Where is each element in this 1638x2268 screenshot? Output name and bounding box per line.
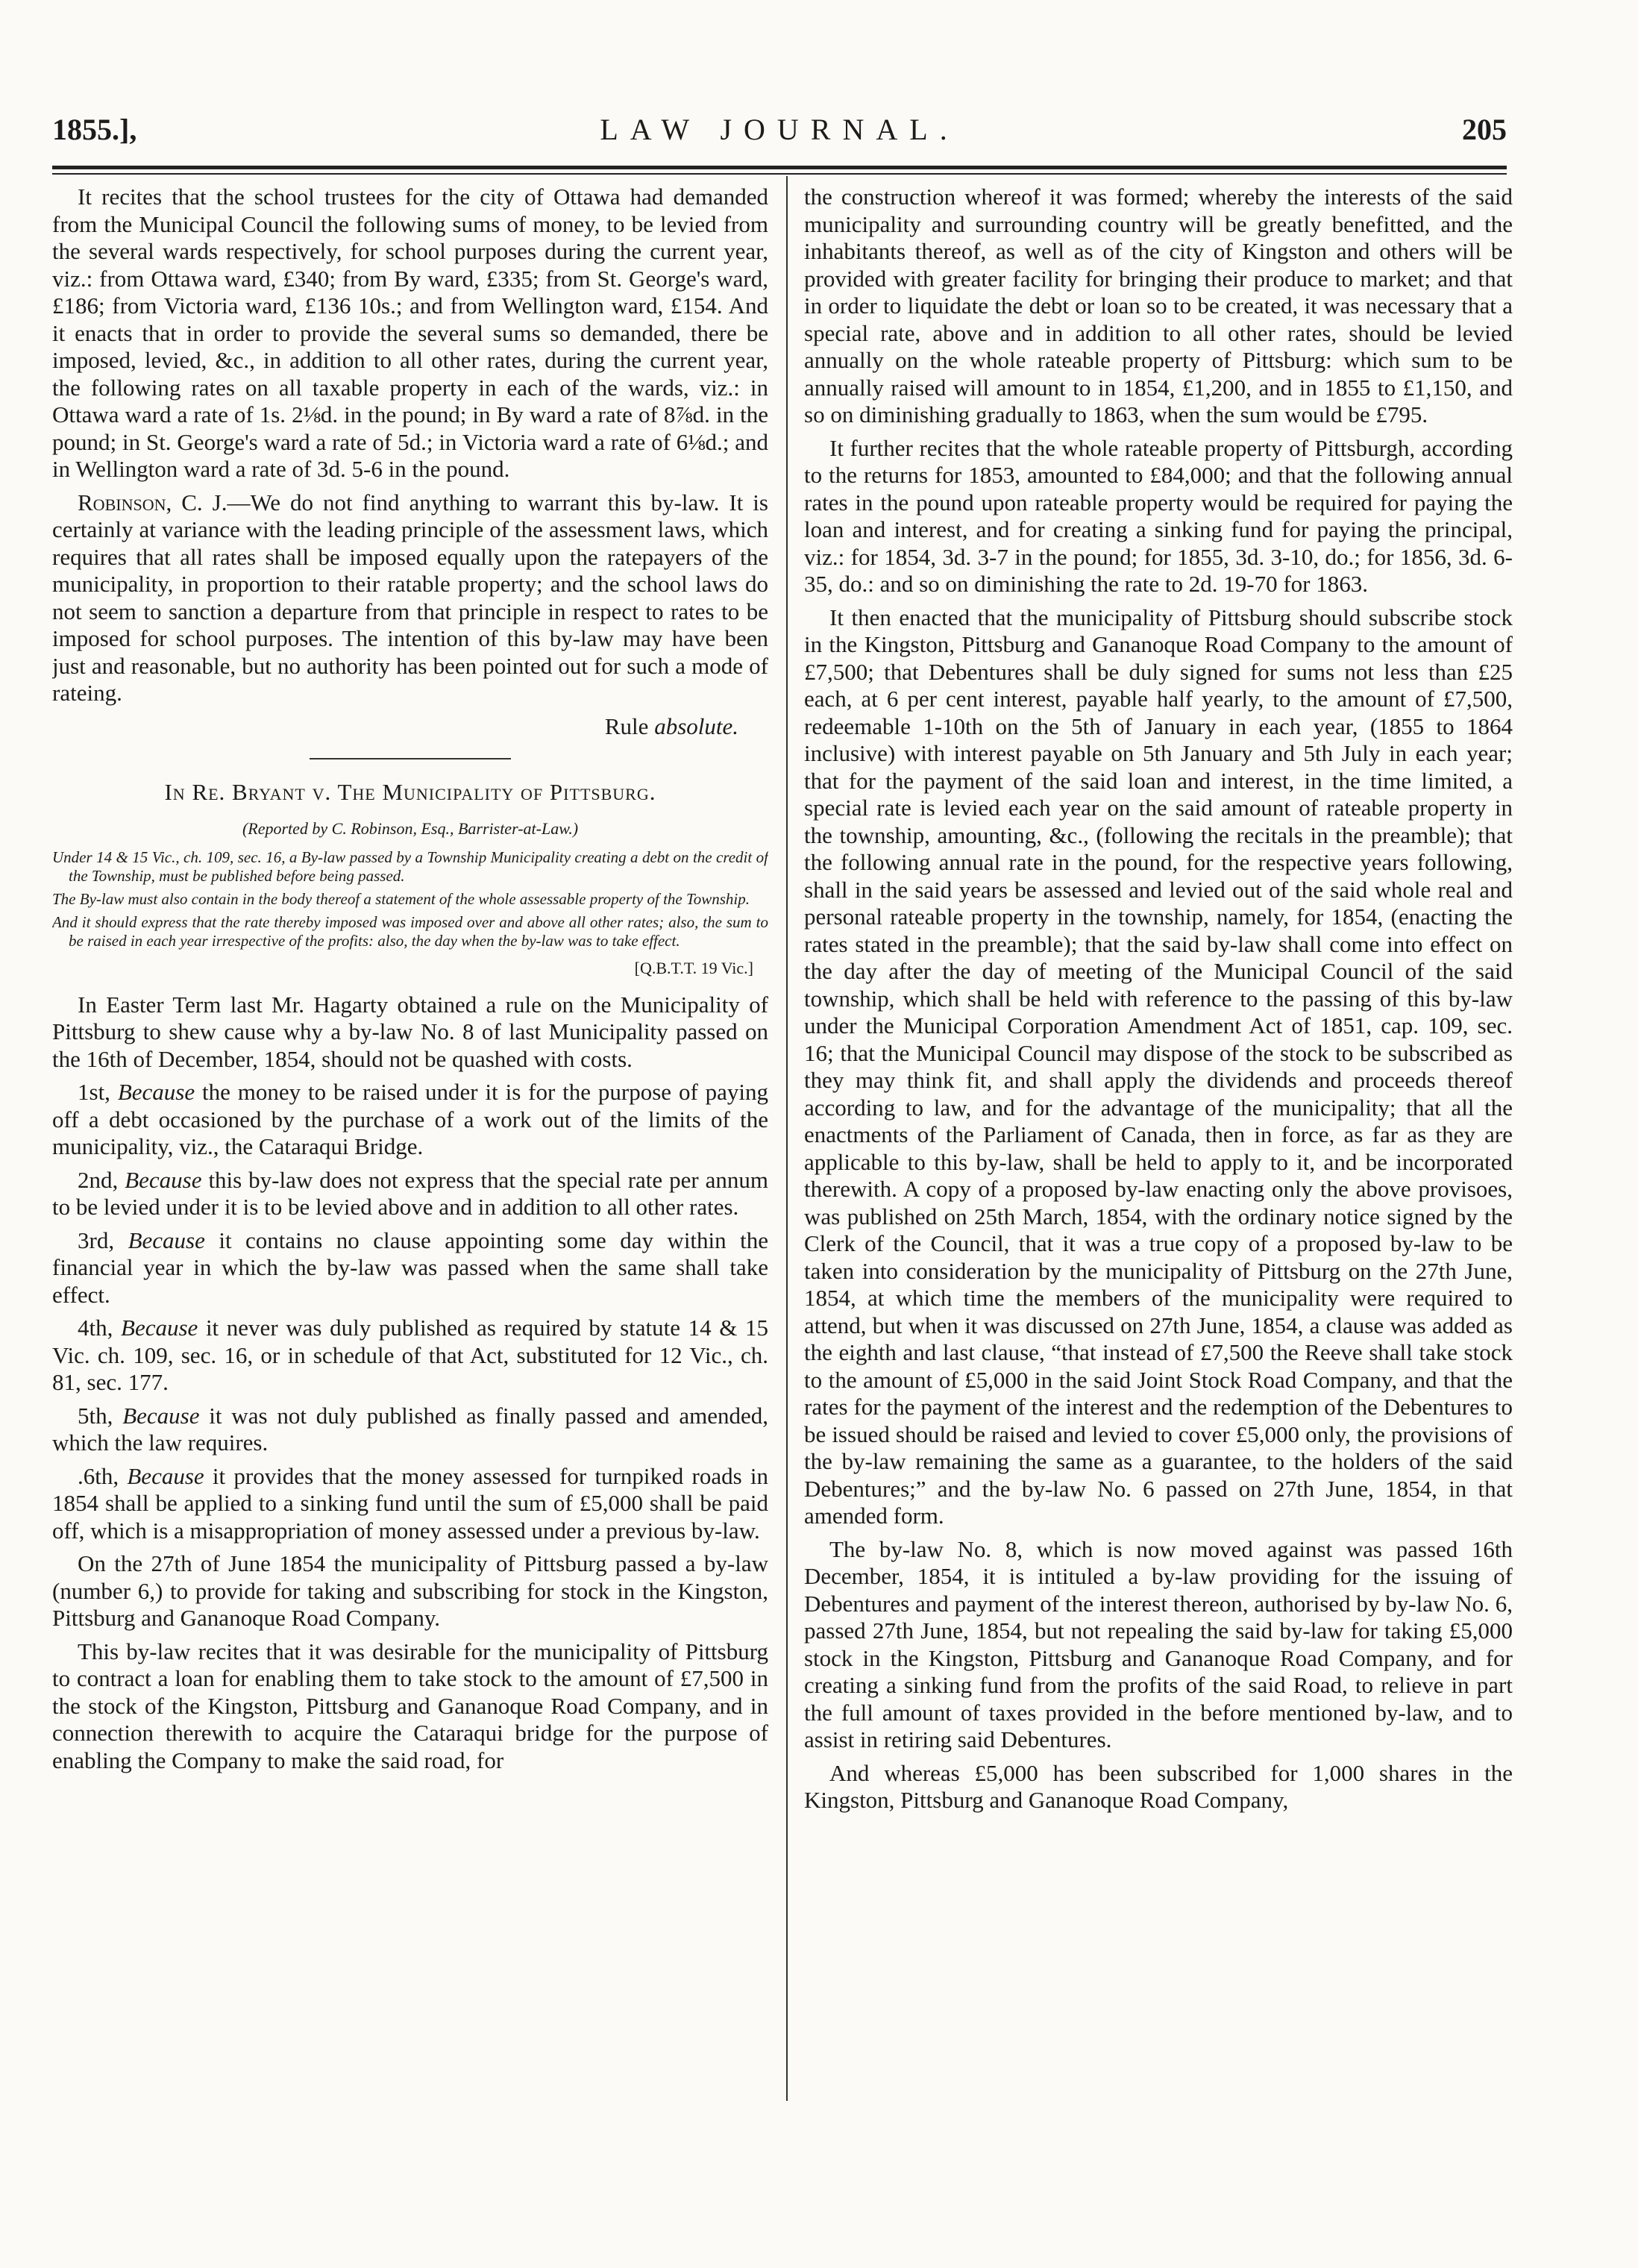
rule-word: absolute.	[654, 712, 738, 739]
paragraph-bylaw-8: The by-law No. 8, which is now moved against was passed 16th December, 1854, it is intituled a by-law providing for the issuing of Debentures and payment of the interest thereon, authorised by by-law No. 6, passed 27th June, 1854, but not repealing the said by-law for taking £5,000 stock in the Kingston, Pittsburg and Gananoque Road Company, and for creating a sinking fund from the profits of the said Road, to relieve in part the full amount of taxes provided in the before mentioned by-law, and to assist in retiring said Debentures.	[804, 1535, 1513, 1752]
running-header	[52, 112, 1507, 160]
rule-prefix: Rule	[604, 712, 649, 739]
ground-5-because: Because	[122, 1402, 200, 1429]
header-rule-thick	[52, 166, 1507, 169]
paragraph-judgment	[52, 489, 768, 707]
header-title: LAW JOURNAL.	[600, 113, 959, 146]
ground-2-because: Because	[125, 1166, 202, 1193]
case-title: In Re. Bryant v. The Municipality of Pittsburg.	[164, 779, 656, 805]
ground-6-text: it provides that the money assessed for turnpiked roads in 1854 shall be applied to a sinking fund until the sum of £5,000 shall be paid off, which is a misappropriation of money assessed under a previous by-law.	[52, 1462, 768, 1544]
citation: [Q.B.T.T. 19 Vic.]	[634, 959, 753, 977]
ground-3-because: Because	[128, 1227, 205, 1253]
judgment-text: —We do not find anything to warrant this by-law. It is certainly at variance with the leading principle of the assessment laws, which requires that all rates shall be imposed equally upon the ratepayers of the municipality, in proportion to their ratable property; and the school laws do not seem to sanction a departure from that principle in respect to rates to be imposed for school purposes. The intention of this by-law may have been just and reasonable, but no authority has been pointed out for such a mode of rateing.	[52, 489, 768, 706]
right-column	[804, 184, 1513, 2101]
page-number: 205	[1462, 113, 1507, 146]
ground-4	[52, 1315, 768, 1397]
reporter-line: (Reported by C. Robinson, Esq., Barrister-at-Law.)	[242, 818, 579, 838]
ground-4-text: it never was duly published as required by statute 14 & 15 Vic. ch. 109, sec. 16, or in schedule of that Act, substituted for 12 Vic., ch. 81, sec. 177.	[52, 1315, 768, 1395]
left-column	[52, 184, 768, 2101]
column-divider	[786, 176, 788, 2101]
ground-6-number: .6th,	[78, 1462, 119, 1489]
paragraph-continuation: the construction whereof it was formed; whereby the interests of the said municipality and surrounding country will be greatly benefitted, and the inhabitants thereof, as well as of the city of Kingston and others will be provided with greater facility for bringing their produce to market; and that in order to liquidate the debt or loan so to be created, it was necessary that a special rate, above and in addition to all other rates, should be levied annually on the whole rateable property of Pittsburg: which sum to be annually raised will amount to in 1854, £1,200, and in 1855 to £1,150, and so on diminishing gradually to 1863, when the sum would be £795.	[804, 184, 1513, 427]
paragraph-bylaw-6: On the 27th of June 1854 the municipality of Pittsburg passed a by-law (number 6,) to provide for taking and subscribing for stock in the Kingston, Pittsburg and Gananoque Road Company.	[52, 1550, 768, 1631]
headnote-3: And it should express that the rate thereby imposed was imposed over and above all other rates; also, the sum to be raised in each year irrespective of the profits: also, the day when the by-law was to take effect.	[52, 913, 768, 950]
ground-4-because: Because	[121, 1315, 198, 1341]
ground-1	[52, 1079, 768, 1161]
ground-1-because: Because	[117, 1079, 195, 1105]
ground-1-text: the money to be raised under it is for the purpose of paying off a debt occasioned by the purchase of a work out of the limits of the municipality, viz., the Cataraqui Bridge.	[52, 1079, 768, 1159]
ground-3-number: 3rd,	[78, 1227, 115, 1253]
ground-3-text: it contains no clause appointing some day within the financial year in which the by-law was passed when the same shall take effect.	[52, 1227, 768, 1308]
ground-5-text: it was not duly published as finally passed and amended, which the law requires.	[52, 1402, 768, 1456]
judge-name: Robinson, C. J.	[78, 489, 228, 516]
ground-5	[52, 1403, 768, 1457]
ground-6	[52, 1463, 768, 1545]
paragraph-bylaw-recites: This by-law recites that it was desirable for the municipality of Pittsburg to contract a loan for enabling them to take stock to the amount of £7,500 in the stock of the Kingston, Pittsburg and Gananoque Road Company, and in connection therewith to acquire the Cataraqui bridge for the purpose of enabling the Company to make the said road, for	[52, 1638, 768, 1773]
header-rule-thin	[52, 173, 1507, 175]
ground-6-because: Because	[127, 1462, 204, 1489]
ground-2-text: this by-law does not express that the special rate per annum to be levied under it is to be levied above and in addition to all other rates.	[52, 1166, 768, 1220]
ground-2-number: 2nd,	[78, 1166, 119, 1193]
header-year: 1855.],	[52, 113, 137, 146]
ground-1-number: 1st,	[78, 1079, 110, 1105]
paragraph-ottawa-bylaw: It recites that the school trustees for the city of Ottawa had demanded from the Municipal Council the following sums of money, to be levied from the several wards respectively, for school purposes during the current year, viz.: from Ottawa ward, £340; from By ward, £335; from St. George's ward, £186; from Victoria ward, £136 10s.; and from Wellington ward, £154. And it enacts that in order to provide the several sums so demanded, there be imposed, levied, &c., in addition to all other rates, during the current year, the following rates on all taxable property in each of the wards, viz.: in Ottawa ward a rate of 1s. 2⅛d. in the pound; in By ward a rate of 8⅞d. in the pound; in St. George's ward a rate of 5d.; in Victoria ward a rate of 6⅛d.; and in Wellington ward a rate of 3d. 5-6 in the pound.	[52, 184, 768, 482]
headnote-2: The By-law must also contain in the body thereof a statement of the whole assessable property of the Township.	[52, 890, 750, 908]
ground-4-number: 4th,	[78, 1315, 113, 1341]
paragraph-rule-obtained: In Easter Term last Mr. Hagarty obtained a rule on the Municipality of Pittsburg to shew cause why a by-law No. 8 of last Municipality passed on the 16th of December, 1854, should not be quashed with costs.	[52, 991, 768, 1072]
paragraph-further-recites: It further recites that the whole rateable property of Pittsburgh, according to the returns for 1853, amounted to £84,000; and that the following annual rates in the pound upon rateable property would be required for paying the loan and interest, and for creating a sinking fund for paying the principal, viz.: for 1854, 3d. 3-7 in the pound; for 1855, 3d. 3-10, do.; for 1856, 3d. 6-35, do.: and so on diminishing the rate to 2d. 19-70 for 1863.	[804, 434, 1513, 597]
headnote-1: Under 14 & 15 Vic., ch. 109, sec. 16, a By-law passed by a Township Municipality creating a debt on the credit of the Township, must be published before being passed.	[52, 848, 768, 885]
section-separator	[310, 758, 511, 759]
paragraph-whereas: And whereas £5,000 has been subscribed for 1,000 shares in the Kingston, Pittsburg and Gananoque Road Company,	[804, 1759, 1513, 1813]
ground-2	[52, 1167, 768, 1221]
ground-5-number: 5th,	[78, 1402, 113, 1429]
ground-3	[52, 1227, 768, 1309]
paragraph-enacted: It then enacted that the municipality of Pittsburg should subscribe stock in the Kingston, Pittsburg and Gananoque Road Company to the amount of £7,500; that Debentures shall be duly signed for sums not less than £25 each, at 6 per cent interest, payable half yearly, to the amount of £7,500, redeemable 1-10th on the 5th of January in each year, (1855 to 1864 inclusive) with interest payable on 5th January and 5th July in each year; that for the payment of the said loan and interest, in the time limited, a special rate is levied each year on the said amount of rateable property in the township, amounting, &c., (following the recitals in the preamble); that the following annual rate in the pound, for the respective years following, shall in the said years be assessed and levied out of the said whole real and personal rateable property in the township, namely, for 1854, (enacting the rates stated in the preamble); that the said by-law shall come into effect on the day after the day of meeting of the Municipal Council of the said township, which shall be held with reference to the passing of this by-law under the Municipal Corporation Amendment Act of 1851, cap. 109, sec. 16; that the Municipal Council may dispose of the stock to be subscribed as they may think fit, and shall apply the dividends and proceeds thereof according to law, and for the advantage of the municipality; that all the enactments of the Parliament of Canada, then in force, as far as they are applicable to this by-law, shall be held to apply to it, and be incorporated therewith. A copy of a proposed by-law enacting only the above provisoes, was published on 25th March, 1854, with the ordinary notice signed by the Clerk of the Council, that it was a true copy of a proposed by-law to be taken into consideration by the municipality of Pittsburg on the 27th June, 1854, at which time the members of the municipality were required to attend, but when it was discussed on 27th June, 1854, a clause was added as the eighth and last clause, “that instead of £7,500 the Reeve shall take stock to the amount of £5,000 in the said Joint Stock Road Company, and that the rates for the payment of the interest and the redemption of the Debentures to be issued should be raised and levied to cover £5,000 only, the provisions of the by-law remaining the same as a guarantee, to the holders of the said Debentures;” and the by-law No. 6 passed on 27th June, 1854, in that amended form.	[804, 604, 1513, 1529]
rule-absolute	[52, 713, 738, 741]
